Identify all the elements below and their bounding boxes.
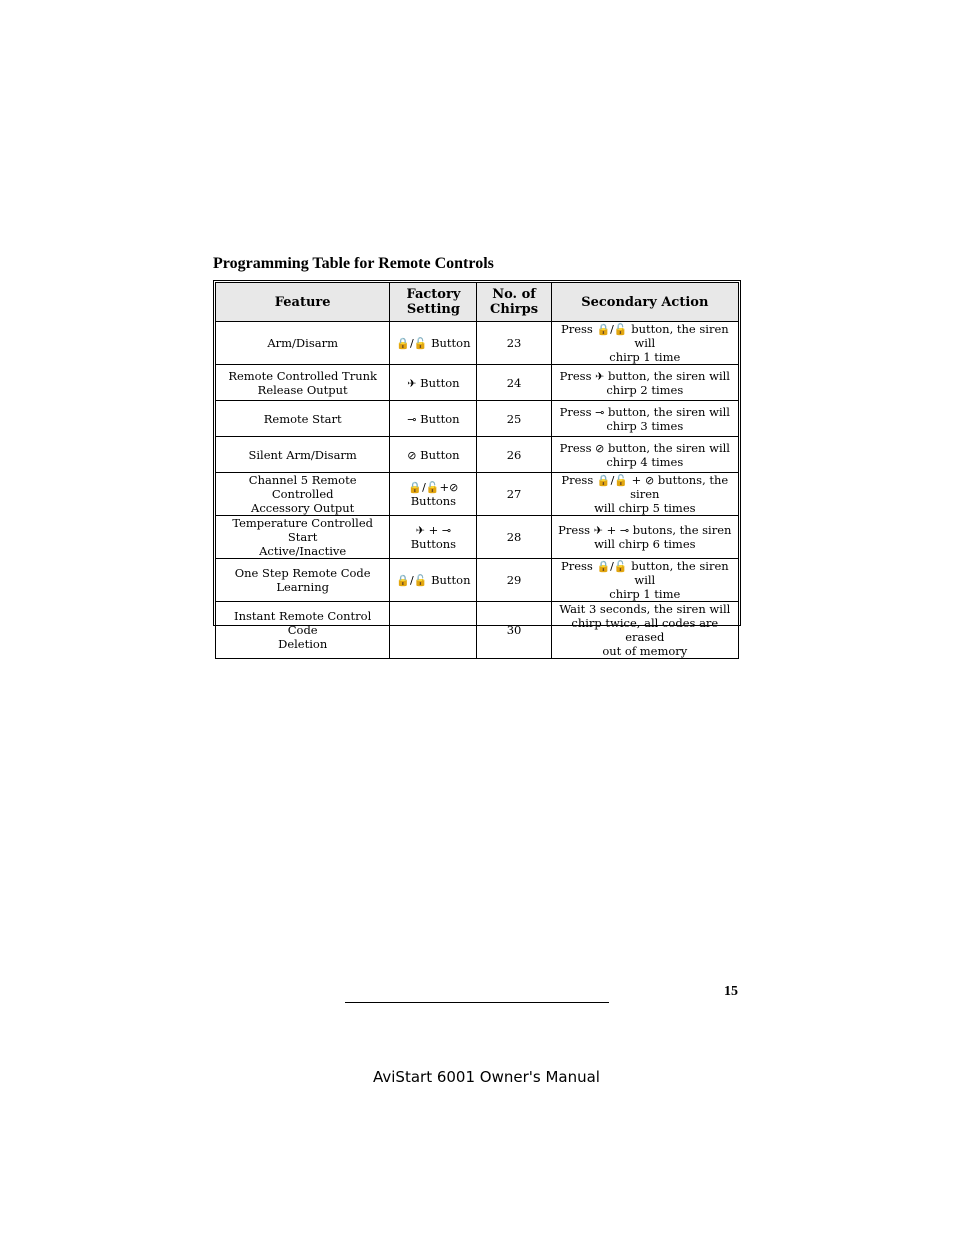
chirps-cell: 29 — [477, 559, 551, 602]
trunk-icon: ✈ — [407, 376, 417, 390]
factory-setting-cell: 🔒/🔓 Button — [390, 322, 477, 365]
table-row — [216, 602, 739, 659]
chirps-cell: 23 — [477, 322, 551, 365]
header-chirps: No. of Chirps — [477, 283, 551, 322]
secondary-action-cell: Press 🔒/🔓 button, the siren will chirp 1 time — [551, 559, 738, 602]
chirps-cell: 24 — [477, 365, 551, 401]
secondary-action-cell: Press 🔒/🔓 + ⊘ buttons, the siren will chirp 5 times — [551, 473, 738, 516]
key-icon: ⊸ — [619, 524, 630, 537]
factory-setting-cell — [390, 602, 477, 659]
lock-unlock-icon: 🔒/🔓 — [396, 574, 428, 587]
chirps-cell: 28 — [477, 516, 551, 559]
feature-cell: Arm/Disarm — [216, 322, 390, 365]
table-row — [216, 473, 739, 516]
factory-setting-cell: ⊸ Button — [390, 401, 477, 437]
factory-setting-cell: 🔒/🔓 Button — [390, 559, 477, 602]
programming-table — [215, 282, 739, 659]
footer-rule — [345, 1002, 609, 1003]
table-row — [216, 365, 739, 401]
factory-setting-cell: ✈ + ⊸ Buttons — [390, 516, 477, 559]
secondary-action-cell: Press 🔒/🔓 button, the siren will chirp 1 time — [551, 322, 738, 365]
lock-unlock-icon: 🔒/🔓 — [596, 560, 628, 573]
chirps-cell: 27 — [477, 473, 551, 516]
secondary-action-cell: Press ⊸ button, the siren will chirp 3 times — [551, 401, 738, 437]
key-icon: ⊸ — [595, 405, 605, 419]
silent-icon: ⊘ — [407, 448, 417, 462]
feature-cell: Remote Controlled Trunk Release Output — [216, 365, 390, 401]
footer-title: AviStart 6001 Owner's Manual — [373, 1068, 600, 1086]
secondary-action-cell: Wait 3 seconds, the siren will chirp twice, all codes are erased out of memory — [551, 602, 738, 659]
table-row — [216, 516, 739, 559]
feature-cell: Instant Remote Control Code Deletion — [216, 602, 390, 659]
feature-cell: Temperature Controlled Start Active/Inactive — [216, 516, 390, 559]
silent-icon: ⊘ — [449, 481, 459, 494]
secondary-action-cell: Press ✈ + ⊸ butons, the siren will chirp 6 times — [551, 516, 738, 559]
feature-cell: Silent Arm/Disarm — [216, 437, 390, 473]
table-row — [216, 559, 739, 602]
table-row — [216, 322, 739, 365]
table-row — [216, 437, 739, 473]
table-header-row — [216, 283, 739, 322]
lock-unlock-icon: 🔒/🔓 — [408, 481, 440, 494]
header-secondary-action: Secondary Action — [551, 283, 738, 322]
silent-icon: ⊘ — [644, 474, 655, 487]
chirps-cell: 26 — [477, 437, 551, 473]
feature-cell: Channel 5 Remote Controlled Accessory Output — [216, 473, 390, 516]
secondary-action-cell: Press ⊘ button, the siren will chirp 4 times — [551, 437, 738, 473]
factory-setting-cell: ✈ Button — [390, 365, 477, 401]
chirps-cell: 30 — [477, 602, 551, 659]
page-number: 15 — [724, 984, 738, 999]
factory-setting-cell: 🔒/🔓+⊘ Buttons — [390, 473, 477, 516]
trunk-icon: ✈ — [415, 524, 425, 537]
secondary-action-cell: Press ✈ button, the siren will chirp 2 times — [551, 365, 738, 401]
chirps-cell: 25 — [477, 401, 551, 437]
feature-cell: Remote Start — [216, 401, 390, 437]
lock-unlock-icon: 🔒/🔓 — [596, 323, 628, 336]
silent-icon: ⊘ — [595, 441, 605, 455]
table-row — [216, 401, 739, 437]
page-title: Programming Table for Remote Controls — [213, 255, 494, 272]
trunk-icon: ✈ — [595, 369, 605, 383]
header-feature: Feature — [216, 283, 390, 322]
key-icon: ⊸ — [441, 524, 452, 537]
lock-unlock-icon: 🔒/🔓 — [596, 474, 629, 487]
lock-unlock-icon: 🔒/🔓 — [396, 337, 428, 350]
trunk-icon: ✈ — [593, 524, 603, 537]
header-factory-setting: Factory Setting — [390, 283, 477, 322]
programming-table-frame — [213, 280, 741, 658]
key-icon: ⊸ — [407, 412, 417, 426]
feature-cell: One Step Remote Code Learning — [216, 559, 390, 602]
factory-setting-cell: ⊘ Button — [390, 437, 477, 473]
